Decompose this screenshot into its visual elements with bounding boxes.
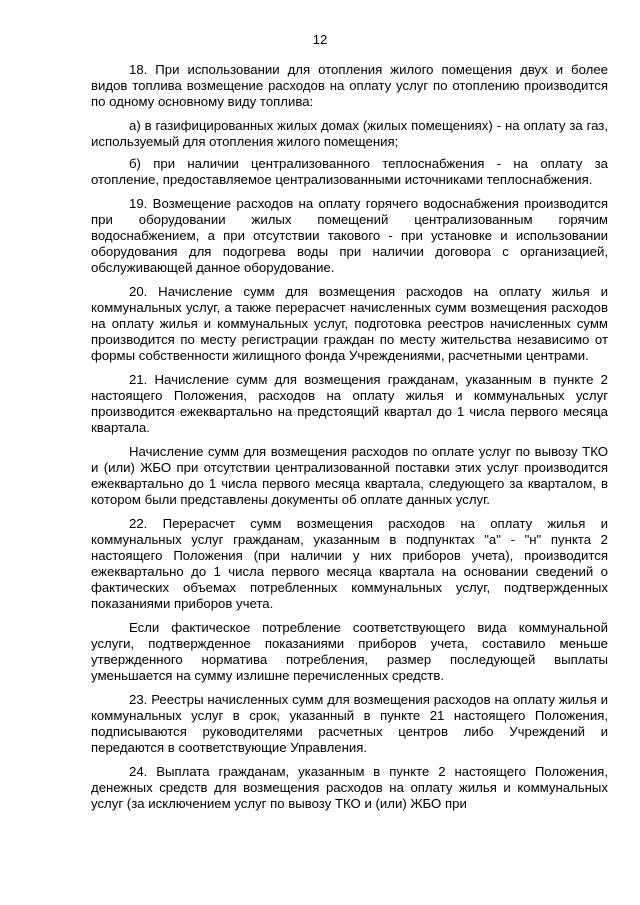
- paragraph-21: 21. Начисление сумм для возмещения гражданам, указанным в пункте 2 настоящего Положения, расходов на оплату жилья и коммунальных услуг производится ежеквартально на предстоящий квартал до 1 числа первого месяца квартала.: [91, 372, 608, 435]
- paragraph-23: 23. Реестры начисленных сумм для возмещения расходов на оплату жилья и коммунальных услуг в срок, указанный в пункте 21 настоящего Положения, подписываются руководителями расчетных центров либо Учреждений и передаются в соответствующие Управления.: [91, 692, 608, 755]
- paragraph-19: 19. Возмещение расходов на оплату горячего водоснабжения производится при оборудовании жилых помещений централизованным горячим водоснабжением, а при отсутствии такового - при установке и использовании оборудования для подогрева воды при наличии договора с организацией, обслуживающей данное оборудование.: [91, 196, 608, 275]
- paragraph-20: 20. Начисление сумм для возмещения расходов на оплату жилья и коммунальных услуг, а также перерасчет начисленных сумм возмещения расходов на оплату жилья и коммунальных услуг, подготовка реестров начисленных сумм производится по месту регистрации граждан по месту жительства независимо от формы собственности жилищного фонда Учреждениями, расчетными центрами.: [91, 284, 608, 363]
- document-body: [91, 62, 608, 820]
- paragraph-24: 24. Выплата гражданам, указанным в пункте 2 настоящего Положения, денежных средств для возмещения расходов на оплату жилья и коммунальных услуг (за исключением услуг по вывозу ТКО и (или) ЖБО при: [91, 764, 608, 811]
- paragraph-18: 18. При использовании для отопления жилого помещения двух и более видов топлива возмещение расходов на оплату услуг по отоплению производится по одному основному виду топлива:: [91, 62, 608, 109]
- page-number: 12: [312, 32, 328, 47]
- paragraph-22: 22. Перерасчет сумм возмещения расходов на оплату жилья и коммунальных услуг гражданам, указанным в подпунктах "а" - "н" пункта 2 настоящего Положения (при наличии у них приборов учета), производится ежеквартально до 1 числа первого месяца квартала на основании сведений о фактических объемах потребленных коммунальных услуг, подтвержденных показаниями приборов учета.: [91, 516, 608, 611]
- paragraph-22-continued: Если фактическое потребление соответствующего вида коммунальной услуги, подтвержденное показаниями приборов учета, составило меньше утвержденного норматива потребления, размер последующей выплаты уменьшается на сумму излишне перечисленных средств.: [91, 620, 608, 683]
- paragraph-18-b: б) при наличии централизованного теплоснабжения - на оплату за отопление, предоставляемое централизованными источниками теплоснабжения.: [91, 156, 608, 187]
- paragraph-21-continued: Начисление сумм для возмещения расходов по оплате услуг по вывозу ТКО и (или) ЖБО при отсутствии централизованной поставки этих услуг производится ежеквартально до 1 числа первого месяца квартала, следующего за кварталом, в котором были представлены документы об оплате данных услуг.: [91, 444, 608, 507]
- paragraph-18-a: а) в газифицированных жилых домах (жилых помещениях) - на оплату за газ, используемый для отопления жилого помещения;: [91, 118, 608, 149]
